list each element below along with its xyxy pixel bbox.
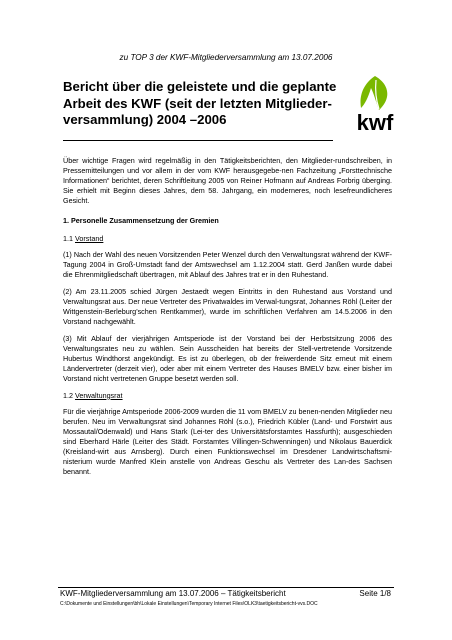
intro-paragraph: Über wichtige Fragen wird regelmäßig in den Tätigkeitsberichten, den Mitglieder-rundschreiben, in Pressemitteilungen und vor allem in der vom KWF herausgegebe-nen Fachzeitung „Forsttechnische Informationen“ berichtet, deren Schriftleitung 2005 von Reiner Hofmann auf Andreas Forbrig überging. Sie erhielt mit Beginn dieses Jahres, dem 58. Jahrgang, ein moderneres, noch lesefreundlicheres Gesicht. — [63, 156, 392, 206]
title-line-3: versammlung) 2004 –2006 — [63, 112, 227, 127]
title-underline — [63, 140, 333, 141]
subsection-heading-1-2 — [63, 391, 392, 401]
section-heading-1: 1. Personelle Zusammensetzung der Gremien — [63, 216, 219, 226]
paragraph-3: (3) Mit Ablauf der vierjährigen Amtsperiode ist der Vorstand bei der Herbstsitzung 2006 des Verwaltungsrates neu zu wählen. Sein Ausscheiden hat bereits der Stell-vertretende Vorsitzende Hubertus Windthorst angekündigt. Es ist zu überlegen, ob der freiwerdende Sitz erneut mit einem Ländervertreter (derzeit vier), oder aber mit einem Vertreter des Hauses BMELV bzw. einer bisher im Vorstand nicht vertretenen Gruppe besetzt werden soll. — [63, 333, 392, 383]
paragraph-4: Für die vierjährige Amtsperiode 2006-2009 wurden die 11 vom BMELV zu benen-nenden Mitglieder neu berufen. Neu im Verwaltungsrat sind Johannes Röhl (s.o.), Friedrich Kübler (Land- und Forstwirt aus Mossautal/Odenwald) und Hans Stark (Lei-ter des Universitätsforstamtes Hassfurth); ausgeschieden sind Eberhard Härle (Leiter des Städt. Forstamtes Villingen-Schwenningen) und Nikolaus Bauerdick (Kreisland-wirt aus Arnsberg). Durch einen Funktionswechsel im Dresdener Landwirtschaftsmi-nisterium wurde Manfred Klein anstelle von Andreas Geschu als Vertreter des Lan-des Sachsen benannt. — [63, 406, 392, 477]
footer-title: KWF-Mitgliederversammlung am 13.07.2006 – Tätigkeitsbericht — [60, 589, 286, 598]
logo-leaf — [361, 76, 388, 110]
subsection-label: Verwaltungsrat — [75, 390, 123, 400]
subsection-heading-1-1 — [63, 234, 392, 244]
paragraph-1: (1) Nach der Wahl des neuen Vorsitzenden Peter Wenzel durch den Verwaltungsrat während der KWF-Tagung 2004 in Groß-Umstadt fand der Amtswechsel am 1.12.2004 statt. Gerd Janßen wurde dabei die Ehrenmitgliedschaft übertragen, mit Ablauf des Jahres trat er in den Ruhestand. — [63, 249, 392, 279]
title-line-2: Arbeit des KWF (seit der letzten Mitglieder- — [63, 95, 332, 111]
kwf-logo — [345, 72, 405, 134]
document-body — [63, 156, 392, 484]
title-line-1: Bericht über die geleistete und die geplante — [63, 79, 337, 94]
subsection-number: 1.2 — [63, 390, 75, 400]
paragraph-2: (2) Am 23.11.2005 schied Jürgen Jestaedt wegen Eintritts in den Ruhestand aus Vorstand und Verwaltungsrat aus. Der neue Vertreter des Privatwaldes im Verwal-tungsrat, Johannes Röhl (Leiter der Wittgenstein-Berleburg’schen Rentkammer), wurde im schriftlichen Verfahren am 14.5.2006 in den Vorstand nachgewählt. — [63, 286, 392, 326]
file-path: C:\Dokumente und Einstellungen\bh\Lokale Einstellungen\Temporary Internet Files\OLK3\taetigkeitsbericht-vvs.DOC — [60, 601, 318, 607]
page-number: Seite 1/8 — [359, 589, 391, 598]
subsection-number: 1.1 — [63, 233, 75, 243]
logo-text: kwf — [356, 110, 394, 134]
subsection-label: Vorstand — [75, 233, 104, 243]
document-title — [63, 79, 353, 129]
footer-rule — [58, 587, 394, 588]
header-note: zu TOP 3 der KWF-Mitgliederversammlung am 13.07.2006 — [119, 53, 333, 62]
